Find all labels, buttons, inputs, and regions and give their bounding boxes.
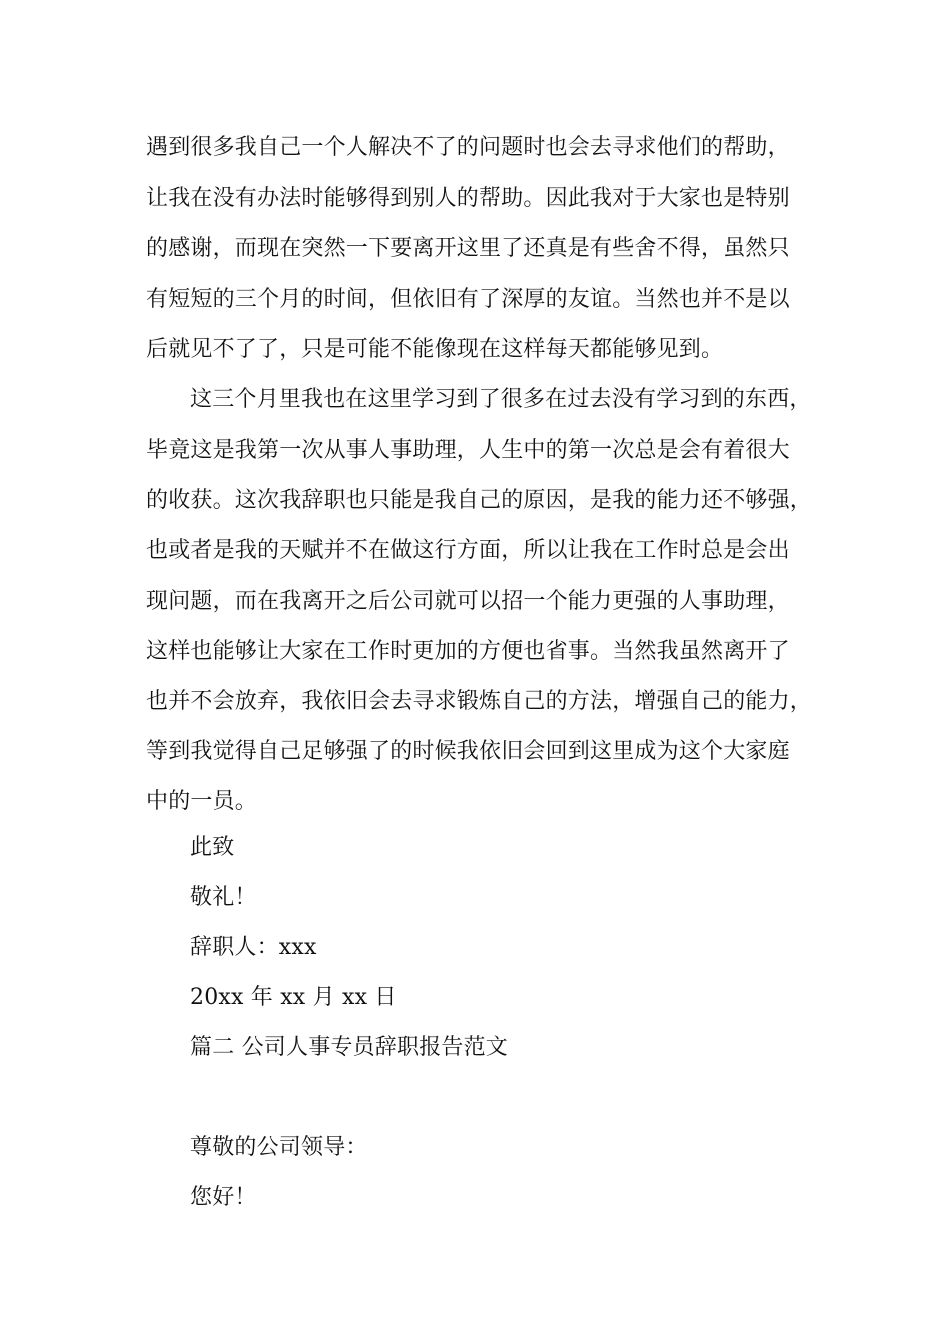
paragraph-line: 这样也能够让大家在工作时更加的方便也省事。当然我虽然离开了 — [146, 639, 790, 664]
paragraph-line: 的感谢，而现在突然一下要离开这里了还真是有些舍不得，虽然只 — [146, 236, 790, 261]
paragraph-line: 这三个月里我也在这里学习到了很多在过去没有学习到的东西， — [190, 387, 812, 412]
date-line: 20xx 年 xx 月 xx 日 — [190, 985, 397, 1010]
paragraph-line: 现问题，而在我离开之后公司就可以招一个能力更强的人事助理， — [146, 589, 790, 614]
paragraph-line: 遇到很多我自己一个人解决不了的问题时也会去寻求他们的帮助， — [146, 135, 790, 160]
paragraph-line: 有短短的三个月的时间，但依旧有了深厚的友谊。当然也并不是以 — [146, 287, 790, 312]
signer-line: 辞职人：xxx — [190, 935, 317, 960]
closing-salute: 敬礼！ — [190, 885, 257, 910]
letter-hello: 您好！ — [190, 1185, 257, 1210]
paragraph-line: 让我在没有办法时能够得到别人的帮助。因此我对于大家也是特别 — [146, 186, 790, 211]
letter-salutation: 尊敬的公司领导： — [190, 1135, 368, 1160]
paragraph-line: 毕竟这是我第一次从事人事助理，人生中的第一次总是会有着很大 — [146, 438, 790, 463]
paragraph-line: 也并不会放弃，我依旧会去寻求锻炼自己的方法，增强自己的能力， — [146, 689, 813, 714]
section-title: 篇二 公司人事专员辞职报告范文 — [190, 1035, 508, 1060]
paragraph-line: 的收获。这次我辞职也只能是我自己的原因，是我的能力还不够强， — [146, 488, 813, 513]
paragraph-line: 等到我觉得自己足够强了的时候我依旧会回到这里成为这个大家庭 — [146, 739, 790, 764]
closing-greeting: 此致 — [190, 835, 235, 860]
paragraph-line: 后就见不了了，只是可能不能像现在这样每天都能够见到。 — [146, 337, 724, 362]
paragraph-line: 中的一员。 — [146, 789, 258, 814]
paragraph-line: 也或者是我的天赋并不在做这行方面，所以让我在工作时总是会出 — [146, 538, 790, 563]
